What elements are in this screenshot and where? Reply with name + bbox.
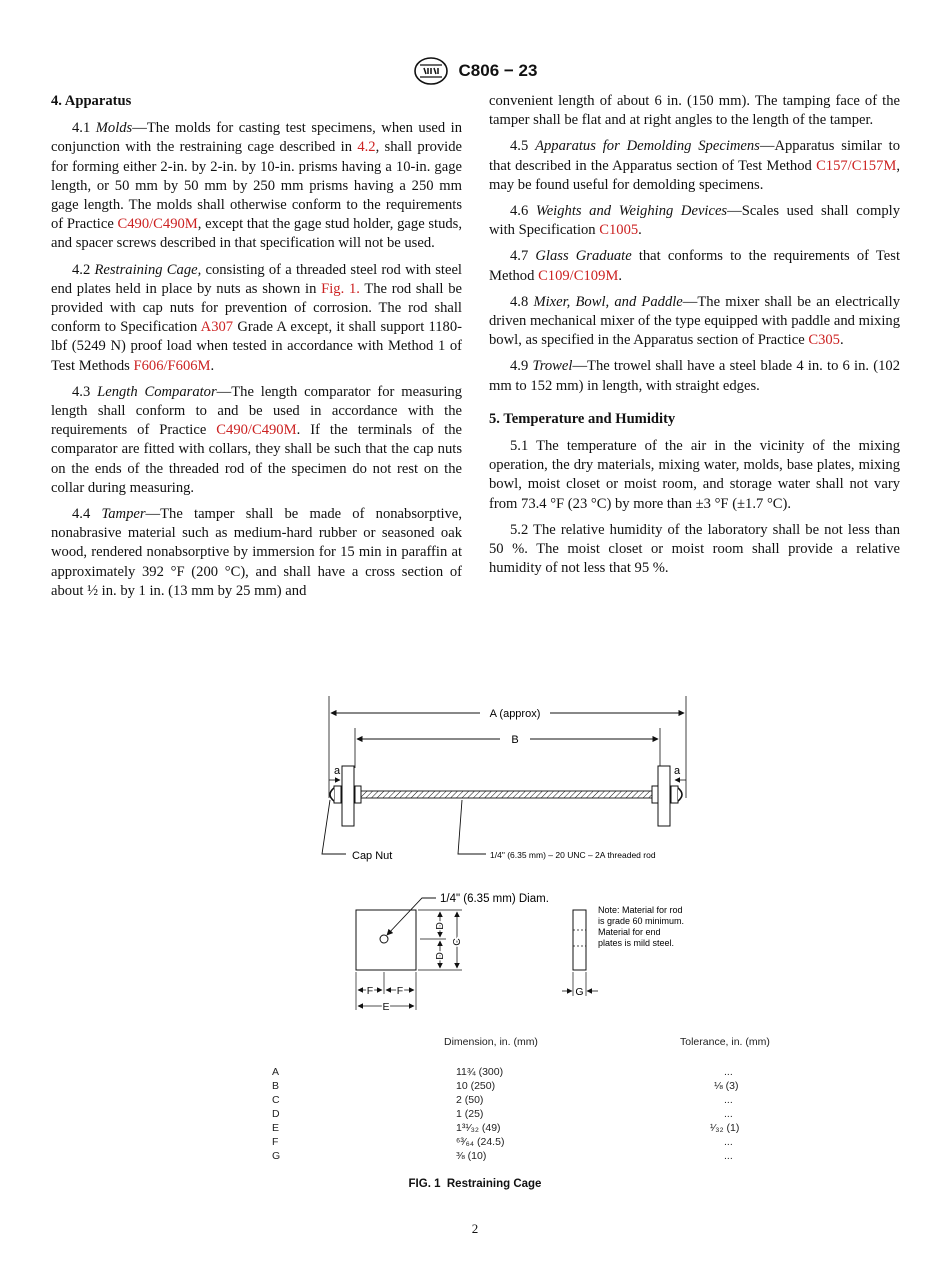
paragraph-5-2: 5.2 The relative humidity of the laboratory shall be not less than 50 %. The moist closet or moist room shall provide a relative humidity of not less that 95 %. <box>489 521 900 577</box>
label-c: C <box>451 938 463 946</box>
astm-logo-icon <box>413 56 449 86</box>
link-c490[interactable]: C490/C490M <box>117 216 198 233</box>
figure-title: Restraining Cage <box>446 1178 542 1190</box>
right-column <box>489 92 900 585</box>
link-c109[interactable]: C109/C109M <box>538 267 619 284</box>
figure-number: FIG. 1 <box>408 1178 441 1190</box>
table-row: E 1³¹⁄₃₂ (49) ¹⁄₃₂ (1) <box>272 1122 740 1134</box>
label-diameter: 1/4" (6.35 mm) Diam. <box>440 893 549 905</box>
link-c157[interactable]: C157/C157M <box>816 157 897 174</box>
figure-caption <box>0 1178 950 1190</box>
nut-left-outer <box>334 786 341 803</box>
label-b: B <box>511 734 519 746</box>
label-cap-nut: Cap Nut <box>352 850 393 862</box>
restraining-cage-figure <box>300 688 720 1018</box>
paragraph-4-4: 4.4 Tamper—The tamper shall be made of nonabsorptive, nonabrasive material such as medium-hard rubber or seasoned oak wood, rendered nonabsorptive by immersion for 15 min in paraffin at approximately 392 °F (200 °C), and shall have a cross section of about ½ in. by 1 in. (13 mm by 25 mm) and <box>51 506 462 599</box>
link-c305[interactable]: C305 <box>808 332 840 349</box>
page-number: 2 <box>471 1221 479 1236</box>
col-header-tolerance: Tolerance, in. (mm) <box>680 1036 770 1048</box>
end-plate-left <box>342 766 354 826</box>
label-g: G <box>575 986 584 998</box>
paragraph-5-1: 5.1 The temperature of the air in the vicinity of the mixing operation, the dry materials, mixing water, molds, base plates, mixing bowl, moist closet or moist room, and storage water shall not vary from 73.4 °F (23 °C) by more than ±3 °F (±1.7 °C). <box>489 438 900 512</box>
left-column <box>51 92 462 608</box>
link-a307[interactable]: A307 <box>200 319 234 336</box>
label-a-right: a <box>673 765 681 777</box>
col-header-dimension: Dimension, in. (mm) <box>444 1036 538 1048</box>
label-f-right: F <box>396 985 404 997</box>
link-4-2[interactable]: 4.2 <box>357 139 376 156</box>
paragraph-4-1: 4.1 Molds—The molds for casting test specimens, when used in conjunction with the restraining cage described in 4.2, shall provide for forming either 2-in. by 2-in. by 10-in. prisms having a 10-in. gage length, or 50 mm by 50 mm by 250 mm prisms having a 250 mm gage length. The molds shall otherwise conform to the requirements of Practice C490/C490M, except that the gage stud holder, gage studs, and spacer screws described in that specification will not be used. <box>51 120 463 252</box>
hole-circle <box>380 935 388 943</box>
paragraph-4-6: 4.6 Weights and Weighing Devices—Scales used shall comply with Specification C1005. <box>489 203 900 239</box>
nut-right-inner <box>652 786 658 803</box>
nut-right-outer <box>671 786 678 803</box>
end-plate-right <box>658 766 670 826</box>
cap-nut-left <box>330 788 334 801</box>
link-f606[interactable]: F606/F606M <box>133 357 211 374</box>
section-title-apparatus: 4. Apparatus <box>51 93 132 109</box>
table-row: D 1 (25) ... <box>272 1108 733 1120</box>
paragraph-4-5: 4.5 Apparatus for Demolding Specimens—Apparatus similar to that described in the Apparatus section of Test Method C157/C157M, may be found useful for demolding specimens. <box>489 138 900 193</box>
paragraph-4-3: 4.3 Length Comparator—The length comparator for measuring length shall conform to and be used in accordance with the requirements of Practice C490/C490M. If the terminals of the comparator are fitted with collars, they shall be such that the cap nuts on the ends of the threaded rod of the specimen do not rest on the collar during measuring. <box>51 383 463 496</box>
label-d-top: D <box>434 922 446 930</box>
nut-left-inner <box>355 786 361 803</box>
link-fig-1[interactable]: Fig. 1. <box>321 280 360 297</box>
threaded-rod <box>340 791 675 798</box>
paragraph-4-8: 4.8 Mixer, Bowl, and Paddle—The mixer shall be an electrically driven mechanical mixer of the type equipped with paddle and mixing bowl, as specified in the Apparatus section of Practice C305. <box>489 293 900 349</box>
note-line-4: plates is mild steel. <box>598 938 675 948</box>
label-a-left: a <box>333 765 341 777</box>
label-e: E <box>382 1001 390 1013</box>
paragraph-4-4-continued: convenient length of about 6 in. (150 mm). The tamping face of the tamper shall be flat and at right angles to the length of the tamper. <box>489 93 900 129</box>
end-plate-side <box>573 910 586 970</box>
link-c490-b[interactable]: C490/C490M <box>216 422 297 439</box>
table-row: G ⅜ (10) ... <box>272 1150 733 1162</box>
cap-nut-right <box>678 788 682 801</box>
table-row: A 11¾ (300) ... <box>272 1066 733 1078</box>
section-title-temperature: 5. Temperature and Humidity <box>489 410 676 427</box>
paragraph-4-9: 4.9 Trowel—The trowel shall have a steel blade 4 in. to 6 in. (102 mm to 152 mm) in length, with straight edges. <box>489 358 900 394</box>
rod-leader <box>458 800 486 854</box>
page-header <box>0 56 950 86</box>
paragraph-4-7: 4.7 Glass Graduate that conforms to the requirements of Test Method C109/C109M. <box>489 248 900 284</box>
note-line-3: Material for end <box>598 927 661 937</box>
link-c1005[interactable]: C1005 <box>599 222 639 239</box>
table-row: C 2 (50) ... <box>272 1094 733 1106</box>
label-threaded-rod: 1/4" (6.35 mm) – 20 UNC – 2A threaded rod <box>490 850 656 860</box>
note-line-1: Note: Material for rod <box>598 905 683 915</box>
table-row: F ⁶³⁄₆₄ (24.5) ... <box>272 1136 733 1148</box>
label-a-approx: A (approx) <box>489 708 541 720</box>
standard-code: C806 − 23 <box>458 61 538 80</box>
note-line-2: is grade 60 minimum. <box>598 916 685 926</box>
label-f-left: F <box>366 985 374 997</box>
table-row: B 10 (250) ⅛ (3) <box>272 1080 739 1092</box>
paragraph-4-2: 4.2 Restraining Cage, consisting of a threaded steel rod with steel end plates held in place by nuts as shown in Fig. 1. The rod shall be provided with cap nuts for prevention of corrosion. The rod shall conform to Specification A307 Grade A except, it shall support 1180-lbf (5249 N) proof load when tested in accordance with Method 1 of Test Methods F606/F606M. <box>51 261 462 374</box>
label-d-bottom: D <box>434 952 446 960</box>
